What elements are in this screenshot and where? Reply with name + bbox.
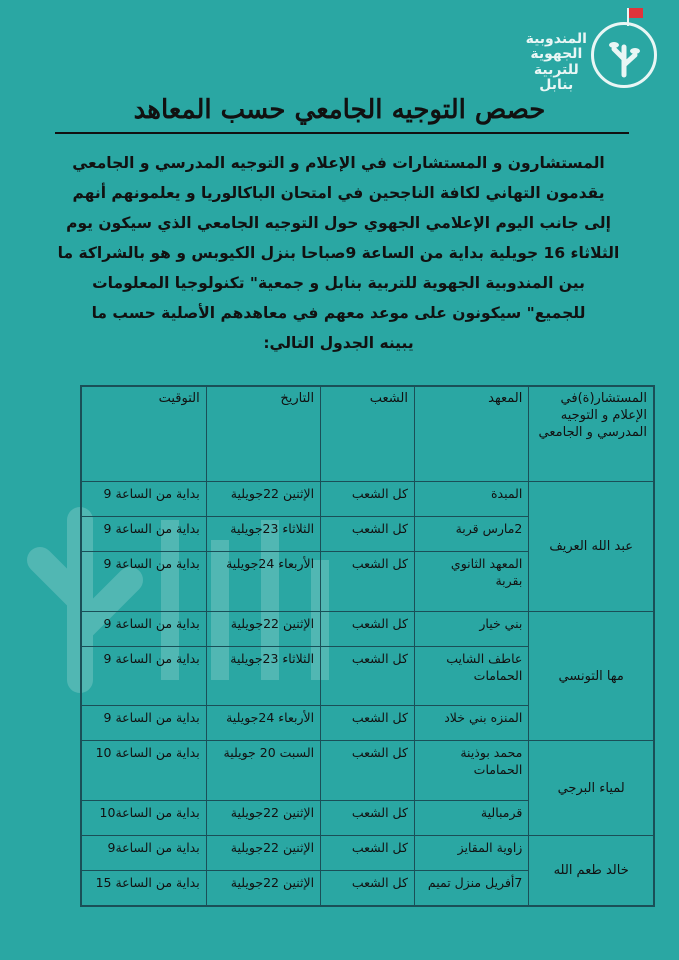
institute-cell: محمد بوذينة الحمامات [414,741,528,801]
branch-cell: كل الشعب [321,516,415,551]
header-institute: المعهد [414,387,528,482]
header-branch: الشعب [321,387,415,482]
advisor-cell: لمياء البرجي [529,741,654,836]
intro-paragraph [20,148,657,358]
logo [509,10,659,105]
header-advisor: المستشار(ة)في الإعلام و التوجيه المدرسي و الجامعي [529,387,654,482]
advisor-cell: خالد طعم الله [529,836,654,906]
intro-line: الثلاثاء 16 جويلية بداية من الساعة 9صباحا بنزل الكيوبس و هو بالشراكة ما [57,244,620,262]
intro-line: بين المندوبية الجهوية للتربية بنابل و جمعية" تكنولوجيا المعلومات [92,274,585,292]
intro-line: للجميع" سيكونون على موعد معهم في معاهدهم الأصلية حسب ما [91,304,586,322]
time-cell: بداية من الساعة 10 [82,741,207,801]
institute-cell: قرمبالية [414,801,528,836]
header-date: التاريخ [206,387,320,482]
institute-cell: المنزه بني خلاد [414,706,528,741]
schedule-table [80,385,655,907]
branch-cell: كل الشعب [321,706,415,741]
branch-cell: كل الشعب [321,801,415,836]
institute-cell: عاطف الشايب الحمامات [414,646,528,706]
intro-line: يبينه الجدول التالي: [263,334,414,352]
time-cell: بداية من الساعة 9 [82,516,207,551]
flag-icon [625,6,647,28]
date-cell: الإثنين 22جويلية [206,836,320,871]
table-header-row [82,387,654,482]
date-cell: الإثنين 22جويلية [206,801,320,836]
institute-cell: زاوية المقايز [414,836,528,871]
tree-logo-icon [591,22,657,88]
title-underline [55,132,629,134]
table-row [82,741,654,801]
date-cell: الإثنين 22جويلية [206,871,320,906]
institute-cell: 2مارس قربة [414,516,528,551]
header-time: التوقيت [82,387,207,482]
date-cell: الأربعاء 24جويلية [206,551,320,611]
time-cell: بداية من الساعة 9 [82,646,207,706]
time-cell: بداية من الساعة 9 [82,611,207,646]
intro-line: المستشارون و المستشارات في الإعلام و التوجيه المدرسي و الجامعي [72,154,605,172]
branch-cell: كل الشعب [321,551,415,611]
time-cell: بداية من الساعة10 [82,801,207,836]
time-cell: بداية من الساعة 9 [82,551,207,611]
logo-text [526,32,587,94]
institute-cell: بني خيار [414,611,528,646]
logo-text-line: للتربية [533,61,579,78]
advisor-cell: مها التونسي [529,611,654,741]
time-cell: بداية من الساعة 9 [82,482,207,517]
page-title: حصص التوجيه الجامعي حسب المعاهد [133,95,546,125]
logo-text-line: المندوبية [525,31,587,47]
branch-cell: كل الشعب [321,482,415,517]
institute-cell: المعهد الثانوي بقربة [414,551,528,611]
table-row [82,482,654,517]
time-cell: بداية من الساعة 15 [82,871,207,906]
branch-cell: كل الشعب [321,836,415,871]
table-row [82,611,654,646]
intro-line: إلى جانب اليوم الإعلامي الجهوي حول التوجيه الجامعي الذي سيكون يوم [66,214,611,232]
logo-text-line: الجهوية [530,46,583,63]
institute-cell: المبدة [414,482,528,517]
date-cell: الإثنين 22جويلية [206,611,320,646]
time-cell: بداية من الساعة 9 [82,706,207,741]
date-cell: السبت 20 جويلية [206,741,320,801]
date-cell: الثلاثاء 23جويلية [206,646,320,706]
table-row [82,836,654,871]
branch-cell: كل الشعب [321,741,415,801]
time-cell: بداية من الساعة9 [82,836,207,871]
date-cell: الإثنين 22جويلية [206,482,320,517]
date-cell: الأربعاء 24جويلية [206,706,320,741]
institute-cell: 7أفريل منزل تميم [414,871,528,906]
advisor-cell: عبد الله العريف [529,482,654,612]
branch-cell: كل الشعب [321,871,415,906]
branch-cell: كل الشعب [321,611,415,646]
branch-cell: كل الشعب [321,646,415,706]
logo-text-line: بنابل [539,77,574,94]
date-cell: الثلاثاء 23جويلية [206,516,320,551]
intro-line: يقدمون التهاني لكافة الناجحين في امتحان الباكالوريا و يعلمونهم أنهم [72,184,605,202]
